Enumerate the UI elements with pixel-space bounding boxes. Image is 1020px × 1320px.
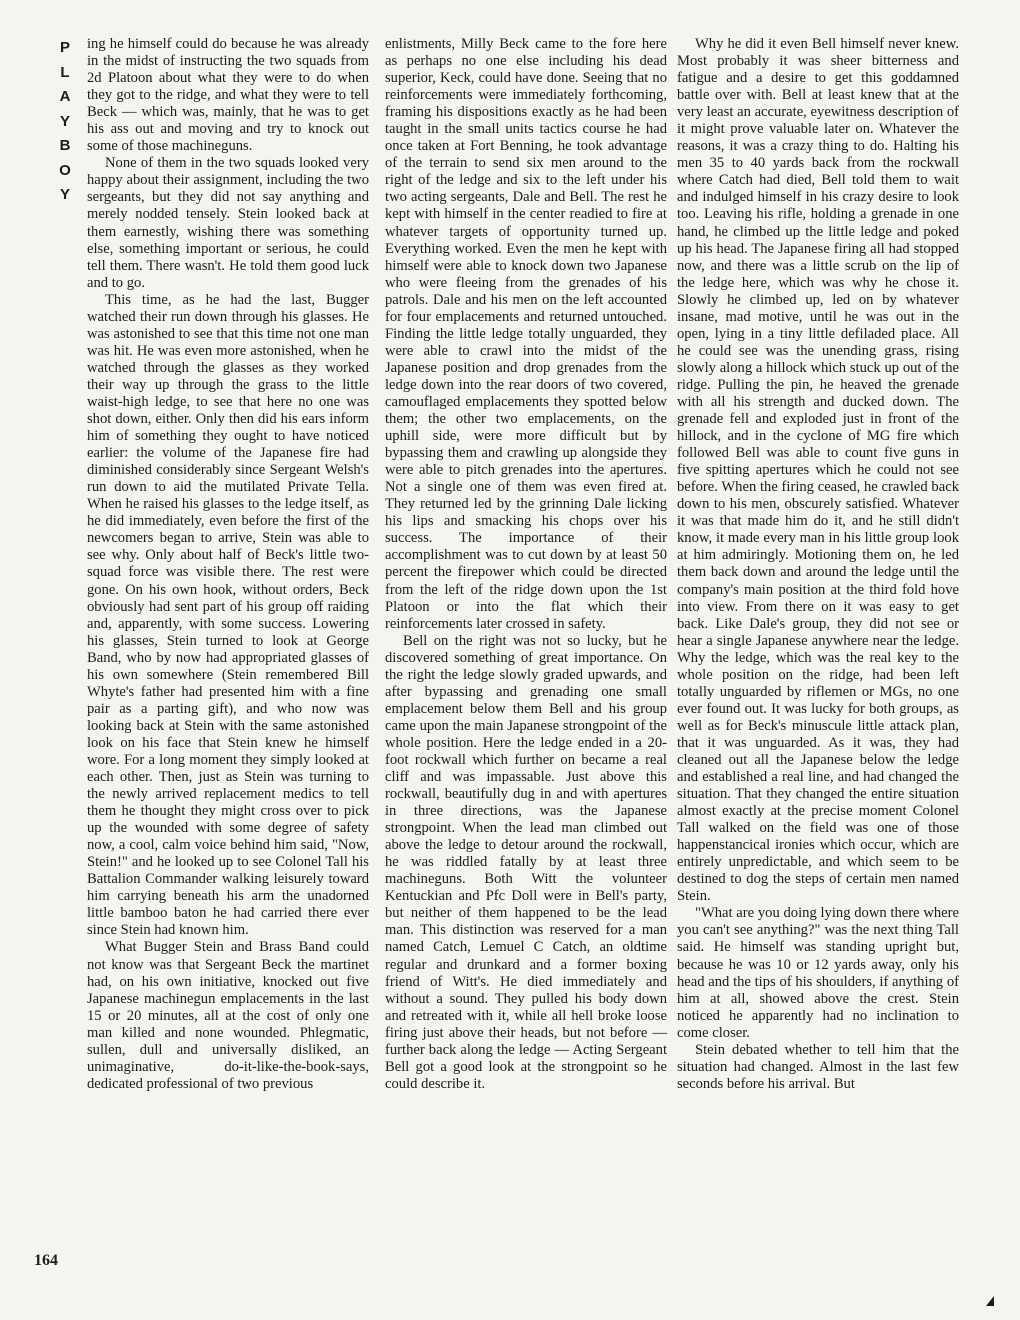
- page-number: 164: [34, 1252, 58, 1269]
- running-head-letter: Y: [59, 186, 70, 203]
- running-head-letter: O: [59, 161, 71, 179]
- paragraph: enlistments, Milly Beck came to the fore here as perhaps no one else including his dead superior, Keck, could have done. Seeing that no reinforcements were immediately forthcoming, framing his dispositions exactly as he had been taught in the small units tactics course he had once taken at Fort Benning, he took advantage of the terrain to send six men around to the right of the ledge and six to the left under his two acting sergeants, Dale and Bell. The rest he kept with himself in the center readied to fire at whatever targets of opportunity turned up. Everything worked. Even the men he kept with himself were able to knock down two Japanese who were fleeing from the grenades of his patrols. Dale and his men on the left accounted for four emplacements and returned untouched. Finding the little ledge totally unguarded, they were able to crawl into the midst of the Japanese position and drop grenades from the ledge down into the rear doors of two covered, camouflaged emplacements they spotted below them; the other two emplacements, on the uphill side, were more difficult but by bypassing them and crawling up alongside they were able to pitch grenades into the apertures. Not a single one of them was even fired at. They returned led by the grinning Dale licking his lips and smacking his chops over his success. The importance of their accomplishment was to cut down by at least 50 percent the firepower which could be directed from the left of the ridge down upon the 1st Platoon or into the flat which their reinforcements later crossed in safety.: [385, 36, 667, 632]
- running-head: [52, 36, 78, 208]
- paragraph: This time, as he had the last, Bugger watched their run down through his glasses. He was astonished to see that this time not one man was hit. He was even more astonished, when he watched through the glasses as they worked their way up through the grass to the little waist-high ledge, to see that here no one was shot down, either. Only then did his ears inform him of something they ought to have noticed earlier: the volume of the Japanese fire had diminished considerably since Sergeant Welsh's run down to aid the mutilated Private Tella. When he raised his glasses to the ledge itself, as he did immediately, even before the first of the newcomers began to arrive, Stein was able to see why. Only about half of Beck's little two-squad force was visible there. The rest were gone. On his own hook, without orders, Beck obviously had sent part of his group off raiding and, apparently, with some success. Lowering his glasses, Stein turned to look at George Band, who by now had appropriated glasses of his own somewhere (Stein remembered Bill Whyte's father had presented him with a fine pair as a parting gift), and who now was looking back at Stein with the same astonished look on his face that Stein knew he himself wore. For a long moment they simply looked at each other. Then, just as Stein was turning to the newly arrived replacement medics to tell them he thought they might cross over to pick up the wounded with some degree of safety now, a cool, calm voice behind him said, "Now, Stein!" and he looked up to see Colonel Tall his Battalion Commander walking leisurely toward him carrying beneath his arm the unadorned little bamboo baton he had carried there ever since Stein had known him.: [87, 291, 369, 939]
- paragraph: Stein debated whether to tell him that the situation had changed. Almost in the last few seconds before his arrival. But: [677, 1041, 959, 1092]
- paragraph: "What are you doing lying down there where you can't see anything?" was the next thing Tall said. He himself was standing upright but, because he was 10 or 12 yards away, only his head and the tips of his shoulders, if anything of him at all, showed above the crest. Stein noticed he apparently had no inclination to come closer.: [677, 905, 959, 1041]
- paragraph: ing he himself could do because he was already in the midst of instructing the two squads from 2d Platoon about what they were to do when they got to the ridge, and what they were to tell Beck — which was, mainly, that he was to get his ass out and moving and try to knock out some of those machineguns.: [87, 36, 369, 155]
- running-head-letter: Y: [59, 112, 70, 130]
- paragraph: None of them in the two squads looked very happy about their assignment, including the two sergeants, but they did not say anything and merely nodded tensely. Stein looked back at them earnestly, wishing there was something else, something important or serious, he could tell them. There wasn't. He told them good luck and to go.: [87, 155, 369, 291]
- running-head-letter: P: [59, 39, 70, 56]
- running-head-letter: L: [60, 63, 70, 81]
- paragraph: Why he did it even Bell himself never knew. Most probably it was sheer bitterness and fatigue and a desire to get this goddamned battle over with. Bell at least knew that at the very least an accurate, eyewitness description of it might prove valuable later on. Whatever the reasons, it was a crazy thing to do. Halting his men 35 to 40 yards back from the rockwall where Catch had died, Bell told them to wait and indulged himself in his crazy desire to look too. Leaving his rifle, holding a grenade in one hand, he climbed up the little ledge and poked up his head. The Japanese firing all had stopped now, and there was a little scrub on the lip of the ledge here, which was why he chose it. Slowly he climbed up, led on by whatever insane, mad motive, until he was out in the open, lying in a tiny little defiladed place. All he could see was the unending grass, rising slowly along a hillock which stuck up out of the ridge. Pulling the pin, he heaved the grenade with all his strength and ducked down. The grenade fell and exploded just in front of the hillock, and in the cyclone of MG fire which followed Bell was able to count five guns in five spitting apertures which he could not see before. When the firing ceased, he crawled back down to his men, obscurely satisfied. Whatever it was that made him do it, and he still didn't know, it made every man in his little group look at him admiringly. Motioning them on, he led them back down and around the ledge until the company's main position at the third fold hove into view. From there on it was easy to get back. Like Dale's group, they did not see or hear a single Japanese anywhere near the ledge. Why the ledge, which was the real key to the whole position on the ridge, had been left totally unguarded by riflemen or MGs, no one ever found out. It was lucky for both groups, as well as for Beck's minuscule little attack plan, that it was unguarded. As it was, they had cleaned out all the Japanese below the ledge and established a real line, and had changed the situation. That they changed the entire situation almost exactly at the precise moment Colonel Tall walked on the field was one of those happenstancical ironies which occur, which are entirely unpredictable, and which seem to be destined to dog the steps of certain men named Stein.: [677, 36, 959, 905]
- text-column-2: [385, 36, 667, 1093]
- text-column-1: [87, 36, 369, 1093]
- running-head-letter: B: [59, 137, 71, 154]
- page-corner-mark: [986, 1296, 994, 1306]
- text-column-3: [677, 36, 959, 1093]
- paragraph: What Bugger Stein and Brass Band could not know was that Sergeant Beck the martinet had, on his own initiative, knocked out five Japanese machinegun emplacements in the last 15 or 20 minutes, all at the cost of only one man killed and none wounded. Phlegmatic, sullen, dull and universally disliked, an unimaginative, do-it-like-the-book-says, dedicated professional of two previous: [87, 939, 369, 1092]
- running-head-letter: A: [59, 88, 71, 105]
- paragraph: Bell on the right was not so lucky, but he discovered something of great importance. On the right the ledge slowly graded upwards, and after bypassing and grenading one small emplacement below them Bell and his group came upon the main Japanese strongpoint of the whole position. Here the ledge ended in a 20-foot rockwall which further on became a real cliff and was impassable. Just above this rockwall, beautifully dug in and with apertures in three directions, was the Japanese strongpoint. When the lead man climbed out above the ledge to detour around the rockwall, he was riddled fatally by at least three machineguns. Both Witt the volunteer Kentuckian and Pfc Doll were in Bell's party, but neither of them happened to be the lead man. This distinction was reserved for a man named Catch, Lemuel C Catch, an oldtime regular and drunkard and a former boxing friend of Witt's. He died immediately and without a sound. They pulled his body down and retreated with it, while all hell broke loose firing just above their heads, but not before — further back along the ledge — Acting Sergeant Bell got a good look at the strongpoint so he could describe it.: [385, 632, 667, 1092]
